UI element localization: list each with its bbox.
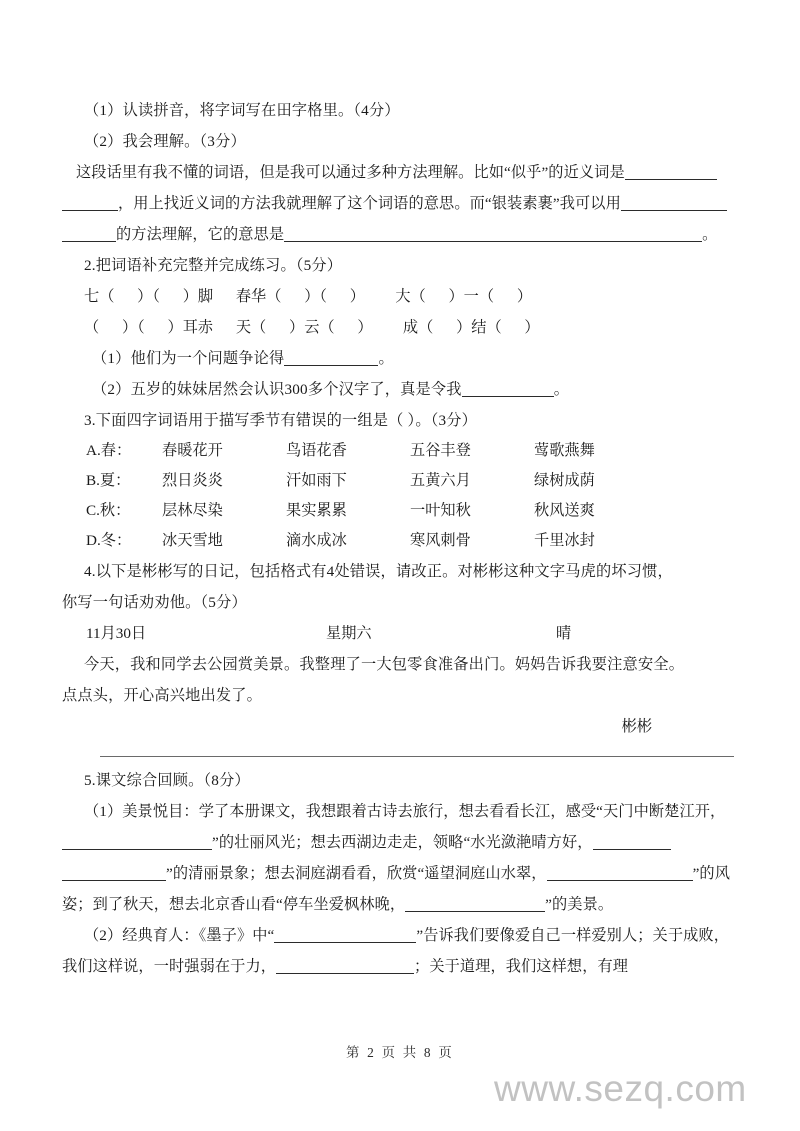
free-response-answer-line[interactable] [100,756,734,757]
question-5-part-2 [62,920,738,982]
part-1-text-e: ”的风姿；到了秋天，想去北京香山看“停车坐爱枫林晚， [62,865,731,913]
question-2-word-row-2[interactable]: （ ）（ ）耳赤 天（ ）云（ ） 成（ ）结（ ） [84,319,540,336]
diary-weather: 晴 [556,625,572,642]
idiom-cell: 千里冰封 [534,532,595,549]
idiom-cell: 冰天雪地 [162,532,223,549]
answer-blank[interactable] [276,959,414,974]
answer-blank[interactable] [593,835,671,850]
question-1-sub-b: （2）我会理解。（3分） [84,133,246,150]
idiom-cell: 寒风刺骨 [410,532,471,549]
question-3-option-b[interactable] [62,466,738,496]
part-2-text-d: ；关于道理，我们这样想，有理 [414,958,629,975]
idiom-cell: 春暖花开 [162,442,223,459]
part-2-text-b: ”告诉我们要像爱自己一样爱别人；关 [416,927,668,944]
paragraph-text-3: 的方法理解，它的意思是 [116,226,285,243]
answer-blank[interactable] [547,866,677,881]
answer-blank[interactable] [62,227,116,242]
question-3-option-d[interactable] [62,526,738,556]
part-1-text-a: （1）美景悦目：学了本册课文，我想跟着古诗去旅行，想去看看长江，感受“天门中断 [84,803,665,820]
answer-blank[interactable] [462,382,554,397]
diary-signature: 彬彬 [621,718,652,735]
part-1-text-d: ”的清丽景象；想去洞庭湖看看，欣赏“遥望洞庭山水翠， [166,865,547,882]
diary-weekday: 星期六 [326,625,372,642]
page-footer: 第 2 页 共 8 页 [346,1045,454,1060]
paragraph-text-4: 。 [702,226,718,243]
question-5-part-1 [62,796,738,920]
question-2-stem: 2.把词语补充完整并完成练习。（5分） [84,257,343,274]
part-2-text-c: 于成败，我们这样说，一时强弱在于力， [62,927,729,975]
answer-blank[interactable] [274,928,416,943]
paragraph-text-2: ，用上找近义词的方法我就理解了这个词语的意思。而“银装素裹”我可以用 [118,195,621,212]
part-1-text-c: ”的壮丽风光；想去西湖边走走，领略“水光潋滟晴方好， [212,834,593,851]
idiom-cell: 五黄六月 [410,472,471,489]
idiom-cell: 秋风送爽 [534,502,595,519]
idiom-cell: 绿树成荫 [534,472,595,489]
answer-blank[interactable] [284,227,702,242]
answer-blank[interactable] [62,835,212,850]
answer-blank[interactable] [621,196,727,211]
question-3-stem: 3.下面四字词语用于描写季节有错误的一组是（ ）。（3分） [84,412,478,429]
idiom-cell: 五谷丰登 [410,442,471,459]
idiom-cell: 果实累累 [286,502,347,519]
idiom-cell: 滴水成冰 [286,532,347,549]
diary-header [62,618,738,649]
idiom-cell: 层林尽染 [162,502,223,519]
idiom-cell: 鸟语花香 [286,442,347,459]
question-4-stem-line-1: 4.以下是彬彬写的日记，包括格式有4处错误，请改正。对彬彬这种文字马虎的坏习惯， [84,563,673,580]
diary-body-line-1: 今天，我和同学去公园赏美景。我整理了一大包零食准备出门。妈妈告诉我要注意安全。 [84,656,685,673]
sub-2-period: 。 [553,381,570,398]
option-tag: C.秋： [86,502,131,519]
sub-1-period: 。 [378,350,394,367]
paragraph-text-1: 这段话里有我不懂的词语，但是我可以通过多种方法理解。比如“似乎”的近义词是 [76,164,625,181]
answer-blank[interactable] [62,866,166,881]
answer-blank[interactable] [62,196,118,211]
sub-2-text: （2）五岁的妹妹居然会认识300多个汉字了，真是令我 [92,381,462,398]
answer-blank[interactable] [284,351,378,366]
question-5-stem: 5.课文综合回顾。（8分） [84,772,250,789]
question-2-sub-2 [62,374,738,405]
part-1-text-f: ”的美景。 [545,896,614,913]
part-2-text-a: （2）经典育人：《墨子》中“ [84,927,275,944]
idiom-cell: 汗如雨下 [286,472,347,489]
diary-date: 11月30日 [86,625,147,642]
option-tag: D.冬： [86,532,132,549]
option-tag: B.夏： [86,472,131,489]
question-2-sub-1 [62,343,738,374]
idiom-cell: 一叶知秋 [410,502,471,519]
part-1-text-b: 楚江开， [664,803,726,820]
question-3-option-c[interactable] [62,496,738,526]
idiom-cell: 烈日炎炎 [162,472,223,489]
answer-blank[interactable] [405,897,545,912]
option-tag: A.春： [86,442,132,459]
question-1-paragraph [62,157,738,250]
diary-body-line-2: 点点头，开心高兴地出发了。 [62,687,263,704]
site-watermark: www.sezq.com [494,1068,747,1109]
question-4-stem-line-2: 你写一句话劝劝他。（5分） [62,594,247,611]
question-2-word-row-1[interactable]: 七（ ）（ ）脚 春华（ ）（ ） 大（ ）一（ ） [84,288,533,305]
sub-1-text: （1）他们为一个问题争论得 [92,350,285,367]
idiom-cell: 莺歌燕舞 [534,442,595,459]
question-3-option-a[interactable] [62,436,738,466]
answer-blank[interactable] [677,866,693,881]
question-1-sub-a: （1）认读拼音，将字词写在田字格里。（4分） [84,102,400,119]
answer-blank[interactable] [625,165,717,180]
